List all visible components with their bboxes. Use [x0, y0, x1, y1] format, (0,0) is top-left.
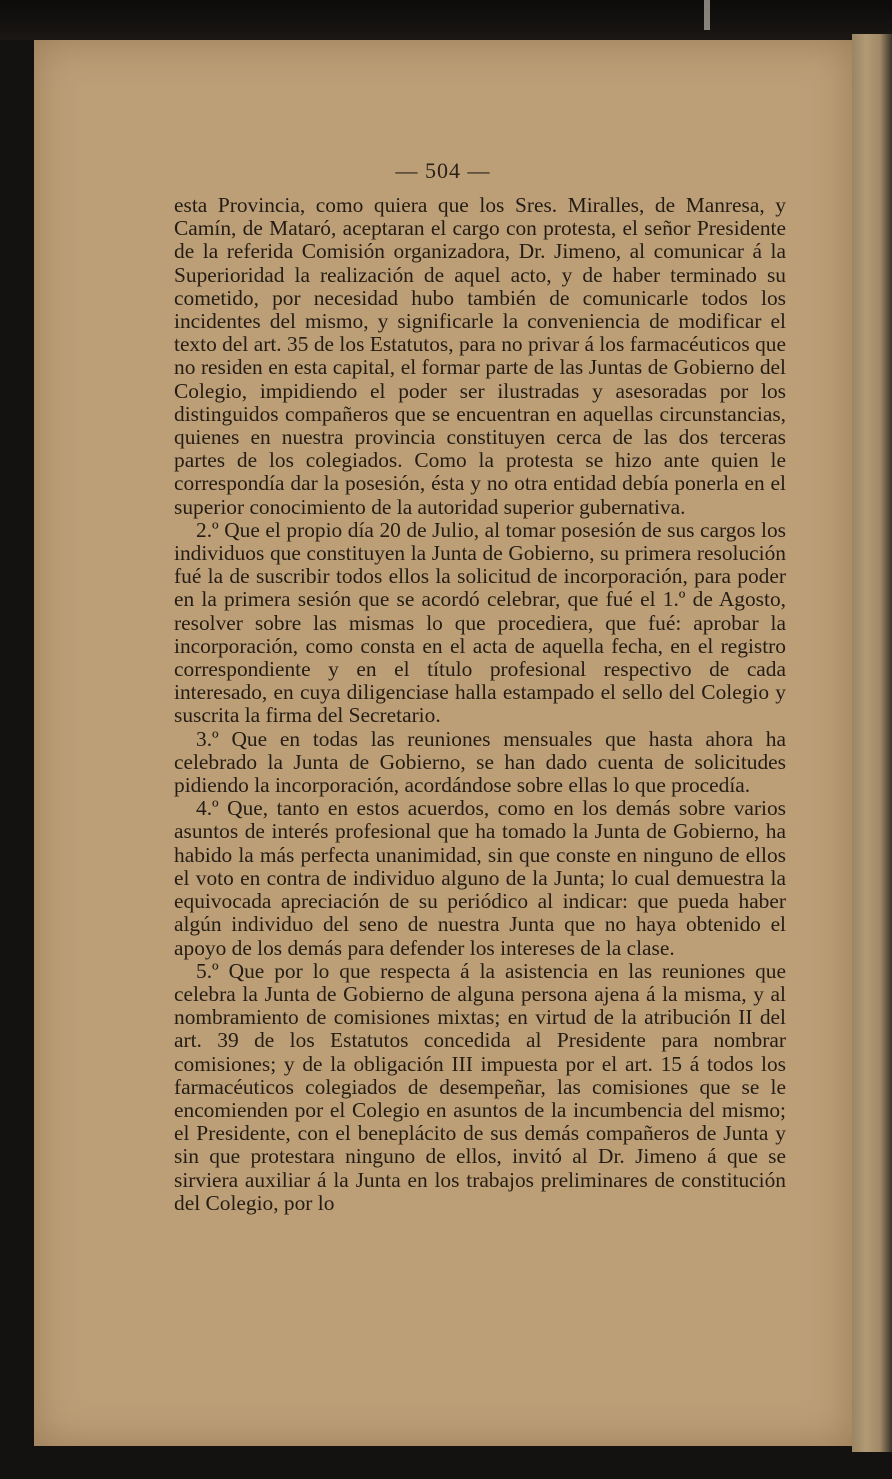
book-page	[34, 40, 852, 1446]
paragraph-item-5: 5.º Que por lo que respecta á la asistencia en las reuniones que celebra la Junta de Gobierno de alguna persona ajena á la misma, y al nombramiento de comisiones mixtas; en virtud de la atribución II del art. 39 de los Estatutos concedida al Presidente para nombrar comisiones; y de la obligación III impuesta por el art. 15 á todos los farmacéuticos colegiados de desempeñar, las comisiones que se le encomienden por el Colegio en asuntos de la incumbencia del mismo; el Presidente, con el beneplácito de sus demás compañeros de Junta y sin que protestara ninguno de ellos, invitó al Dr. Jimeno á que se sirviera auxiliar á la Junta en los trabajos preliminares de constitución del Colegio, por lo	[174, 958, 786, 1215]
page-number: — 504 —	[395, 158, 491, 183]
body-text	[174, 194, 786, 1215]
page-edge-shadow	[852, 34, 892, 1452]
scan-artifact	[704, 0, 710, 30]
scan-background-top	[0, 0, 892, 40]
paragraph-continuation: esta Provincia, como quiera que los Sres. Miralles, de Manresa, y Camín, de Mataró, aceptaran el cargo con protesta, el señor Presidente de la referida Comisión organizadora, Dr. Jimeno, al comunicar á la Superioridad la realización de aquel acto, y de haber terminado su cometido, por necesidad hubo también de comunicarle todos los incidentes del mismo, y significarle la conveniencia de modificar el texto del art. 35 de los Estatutos, para no privar á los farmacéuticos que no residen en esta capital, el formar parte de las Juntas de Gobierno del Colegio, impidiendo el poder ser ilustradas y asesoradas por los distinguidos compañeros que se encuentran en aquellas circunstancias, quienes en nuestra provincia constituyen cerca de las dos terceras partes de los colegiados. Como la protesta se hizo ante quien le correspondía dar la posesión, ésta y no otra entidad debía ponerla en el superior conocimiento de la autoridad superior gubernativa.	[174, 193, 786, 519]
paragraph-item-3: 3.º Que en todas las reuniones mensuales que hasta ahora ha celebrado la Junta de Gobierno, se han dado cuenta de solicitudes pidiendo la incorporación, acordándose sobre ellas lo que procedía.	[174, 726, 786, 798]
paragraph-item-2: 2.º Que el propio día 20 de Julio, al tomar posesión de sus cargos los individuos que constituyen la Junta de Gobierno, su primera resolución fué la de suscribir todos ellos la solicitud de incorporación, para poder en la primera sesión que se acordó celebrar, que fué el 1.º de Agosto, resolver sobre las mismas lo que procediera, que fué: aprobar la incorporación, como consta en el acta de aquella fecha, en el registro correspondiente y en el título profesional respectivo de cada interesado, en cuya diligenciase halla estampado el sello del Colegio y suscrita la firma del Secretario.	[174, 517, 786, 728]
paragraph-item-4: 4.º Que, tanto en estos acuerdos, como en los demás sobre varios asuntos de interés profesional que ha tomado la Junta de Gobierno, ha habido la más perfecta unanimidad, sin que conste en ninguno de ellos el voto en contra de individuo alguno de la Junta; lo cual demuestra la equivocada apreciación de su periódico al indicar: que pueda haber algún individuo del seno de nuestra Junta que no haya obtenido el apoyo de los demás para defender los intereses de la clase.	[174, 796, 786, 960]
